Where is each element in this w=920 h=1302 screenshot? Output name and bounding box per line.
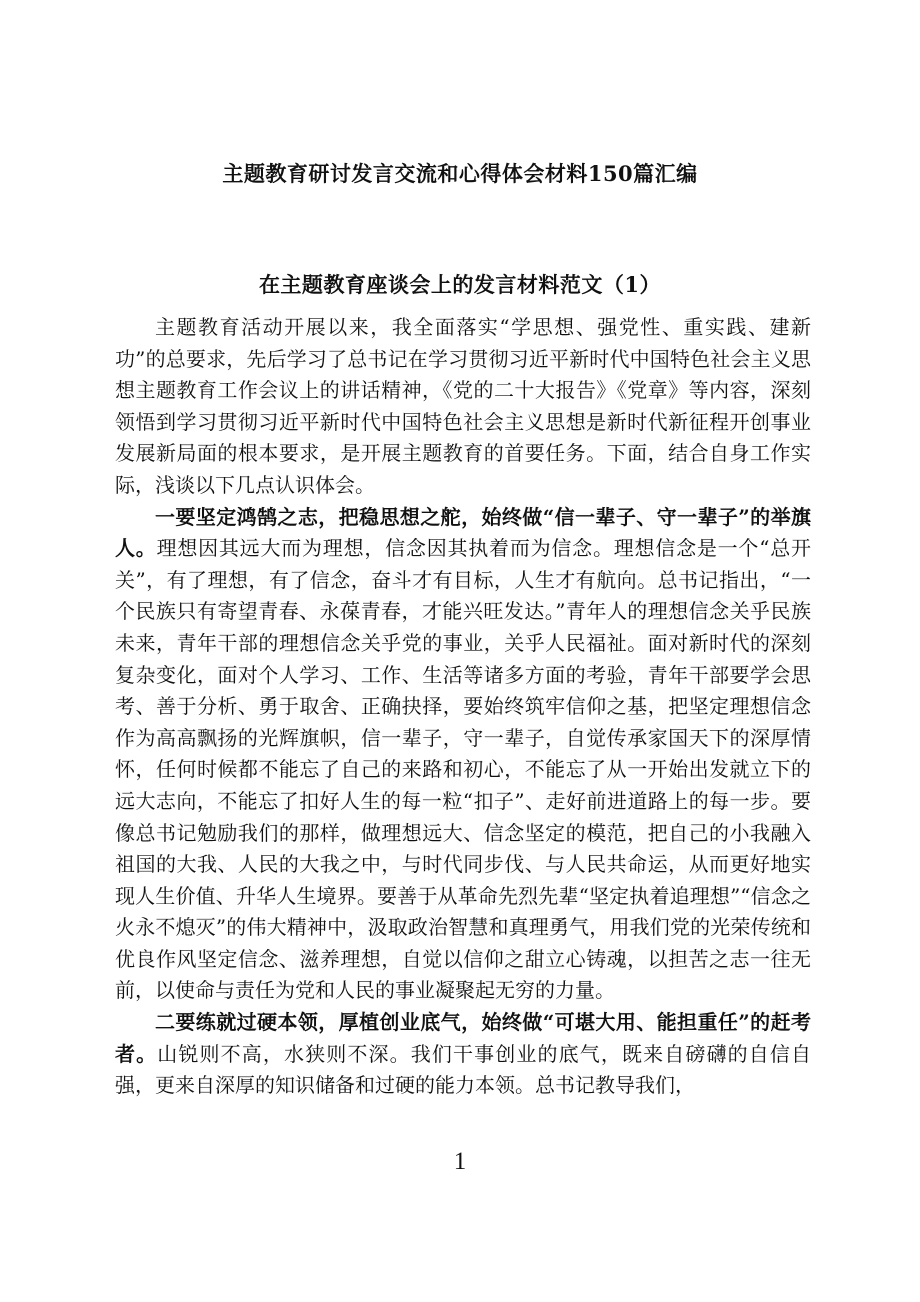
document-title: 主题教育研讨发言交流和心得体会材料150篇汇编 <box>222 161 698 186</box>
section-title: 在主题教育座谈会上的发言材料范文（1） <box>258 272 662 297</box>
page-number: 1 <box>453 1148 467 1175</box>
body-paragraph <box>115 1007 811 1102</box>
document-body <box>115 312 811 1102</box>
paragraph-text: 山锐则不高，水狭则不深。我们干事创业的底气，既来自磅礴的自信自强，更来自深厚的知识储备和过硬的能力本领。总书记教导我们， <box>115 1041 811 1098</box>
body-paragraph <box>115 312 811 502</box>
paragraph-lead: 一要坚定鸿鹄之志，把稳思想之舵，始终做“信一辈子、守一辈子”的举旗人。 <box>115 504 811 561</box>
paragraph-text: 主题教育活动开展以来，我全面落实“学思想、强党性、重实践、建新功”的总要求，先后学习了总书记在学习贯彻习近平新时代中国特色社会主义思想主题教育工作会议上的讲话精神，《党的二十大报告》《党章》等内容，深刻领悟到学习贯彻习近平新时代中国特色社会主义思想是新时代新征程开创事业发展新局面的根本要求，是开展主题教育的首要任务。下面，结合自身工作实际，浅谈以下几点认识体会。 <box>115 315 811 497</box>
body-paragraph <box>115 502 811 1008</box>
paragraph-lead: 二要练就过硬本领，厚植创业底气，始终做“可堪大用、能担重任”的赶考者。 <box>115 1010 811 1066</box>
paragraph-text: 理想因其远大而为理想，信念因其执着而为信念。理想信念是一个“总开关”，有了理想，有了信念，奋斗才有目标，人生才有航向。总书记指出，“一个民族只有寄望青春、永葆青春，才能兴旺发达。”青年人的理想信念关乎民族未来，青年干部的理想信念关乎党的事业，关乎人民福祉。面对新时代的深刻复杂变化，面对个人学习、工作、生活等诸多方面的考验，青年干部要学会思考、善于分析、勇于取舍、正确抉择，要始终筑牢信仰之基，把坚定理想信念作为高高飘扬的光辉旗帜，信一辈子，守一辈子，自觉传承家国天下的深厚情怀，任何时候都不能忘了自己的来路和初心，不能忘了从一开始出发就立下的远大志向，不能忘了扣好人生的每一粒“扣子”、走好前进道路上的每一步。要像总书记勉励我们的那样，做理想远大、信念坚定的模范，把自己的小我融入祖国的大我、人民的大我之中，与时代同步伐、与人民共命运，从而更好地实现人生价值、升华人生境界。要善于从革命先烈先辈“坚定执着追理想”“信念之火永不熄灭”的伟大精神中，汲取政治智慧和真理勇气，用我们党的光荣传统和优良作风坚定信念、滋养理想，自觉以信仰之甜立心铸魂，以担苦之志一往无前，以使命与责任为党和人民的事业凝聚起无穷的力量。 <box>115 536 811 1003</box>
